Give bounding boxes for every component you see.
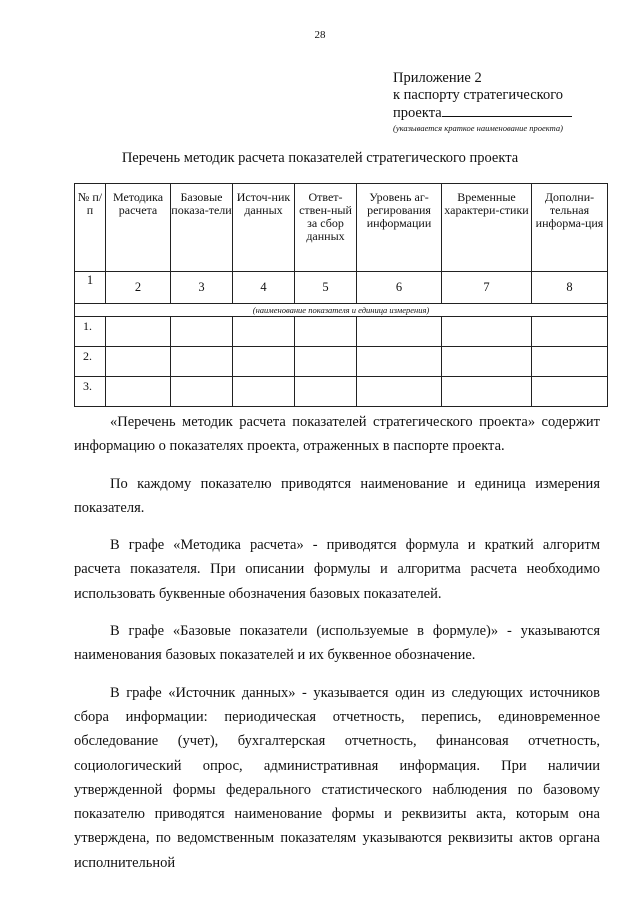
page-number: 28	[314, 29, 326, 41]
appendix-project-label: проекта	[393, 105, 442, 121]
table-cell	[171, 317, 233, 347]
paragraph: В графе «Базовые показатели (используемые в формуле)» - указываются наименования базовых показателей и их буквенное обозначение.	[74, 623, 600, 664]
header-cell: Базовые показа-тели	[171, 184, 233, 272]
table-cell	[442, 377, 532, 407]
table-cell	[295, 317, 357, 347]
table-cell	[532, 377, 608, 407]
table-cell	[171, 377, 233, 407]
table-cell	[171, 347, 233, 377]
header-cell: Уровень аг-регирования информации	[357, 184, 442, 272]
methods-table	[74, 183, 608, 407]
row-number: 1.	[75, 317, 106, 347]
header-cell: № п/п	[75, 184, 106, 272]
project-name-blank	[442, 104, 572, 117]
table-cell	[357, 377, 442, 407]
indicator-subheader: (наименование показателя и единица измерения)	[75, 304, 608, 317]
table-cell	[233, 317, 295, 347]
table-cell	[106, 317, 171, 347]
document-title: Перечень методик расчета показателей стратегического проекта	[121, 150, 519, 166]
appendix-subtitle: к паспорту стратегического	[393, 87, 564, 103]
table-cell	[106, 347, 171, 377]
table-cell	[442, 347, 532, 377]
header-cell: Ответ-ствен-ный за сбор данных	[295, 184, 357, 272]
row-number: 2.	[75, 347, 106, 377]
body-text	[74, 410, 600, 888]
appendix-block	[393, 70, 608, 134]
table-cell	[106, 377, 171, 407]
table-cell	[357, 317, 442, 347]
column-number-row	[75, 272, 608, 304]
column-number: 2	[106, 272, 171, 304]
column-number: 7	[442, 272, 532, 304]
column-number: 8	[532, 272, 608, 304]
table-row	[75, 377, 608, 407]
table-cell	[233, 347, 295, 377]
header-cell: Дополни-тельная информа-ция	[532, 184, 608, 272]
table-row	[75, 317, 608, 347]
table-cell	[357, 347, 442, 377]
header-cell: Временные характери-стики	[442, 184, 532, 272]
paragraph: По каждому показателю приводятся наименование и единица измерения показателя.	[74, 475, 600, 516]
table-header-row	[75, 184, 608, 272]
column-number: 4	[233, 272, 295, 304]
row-number: 3.	[75, 377, 106, 407]
appendix-project-line	[393, 104, 608, 122]
column-number: 1	[75, 272, 106, 304]
table-cell	[532, 317, 608, 347]
column-number: 6	[357, 272, 442, 304]
column-number: 5	[295, 272, 357, 304]
table-cell	[532, 347, 608, 377]
header-cell: Методика расчета	[106, 184, 171, 272]
paragraph: В графе «Методика расчета» - приводятся формула и краткий алгоритм расчета показателя. При описании формулы и алгоритма расчета необходимо использовать буквенные обозначения базовых показателей.	[74, 537, 600, 602]
table-row	[75, 347, 608, 377]
table-cell	[442, 317, 532, 347]
appendix-title: Приложение 2	[393, 70, 482, 86]
paragraph: В графе «Источник данных» - указывается один из следующих источников сбора информации: периодическая отчетность, перепись, единовременное обследование (учет), бухгалтерская отчетность, финансовая отчетность, социологический опрос, административная информация. При наличии утвержденной формы федерального статистического наблюдения по базовому показателю приводятся наименование формы и реквизиты акта, которым она утверждена, по ведомственным показателям указываются реквизиты актов органа исполнительной	[74, 684, 600, 871]
header-cell: Источ-ник данных	[233, 184, 295, 272]
column-number: 3	[171, 272, 233, 304]
paragraph: «Перечень методик расчета показателей стратегического проекта» содержит информацию о показателях проекта, отраженных в паспорте проекта.	[74, 414, 600, 455]
table-cell	[295, 347, 357, 377]
indicator-subheader-row	[75, 304, 608, 317]
table-cell	[295, 377, 357, 407]
table-cell	[233, 377, 295, 407]
appendix-hint: (указывается краткое наименование проекта)	[393, 123, 563, 133]
